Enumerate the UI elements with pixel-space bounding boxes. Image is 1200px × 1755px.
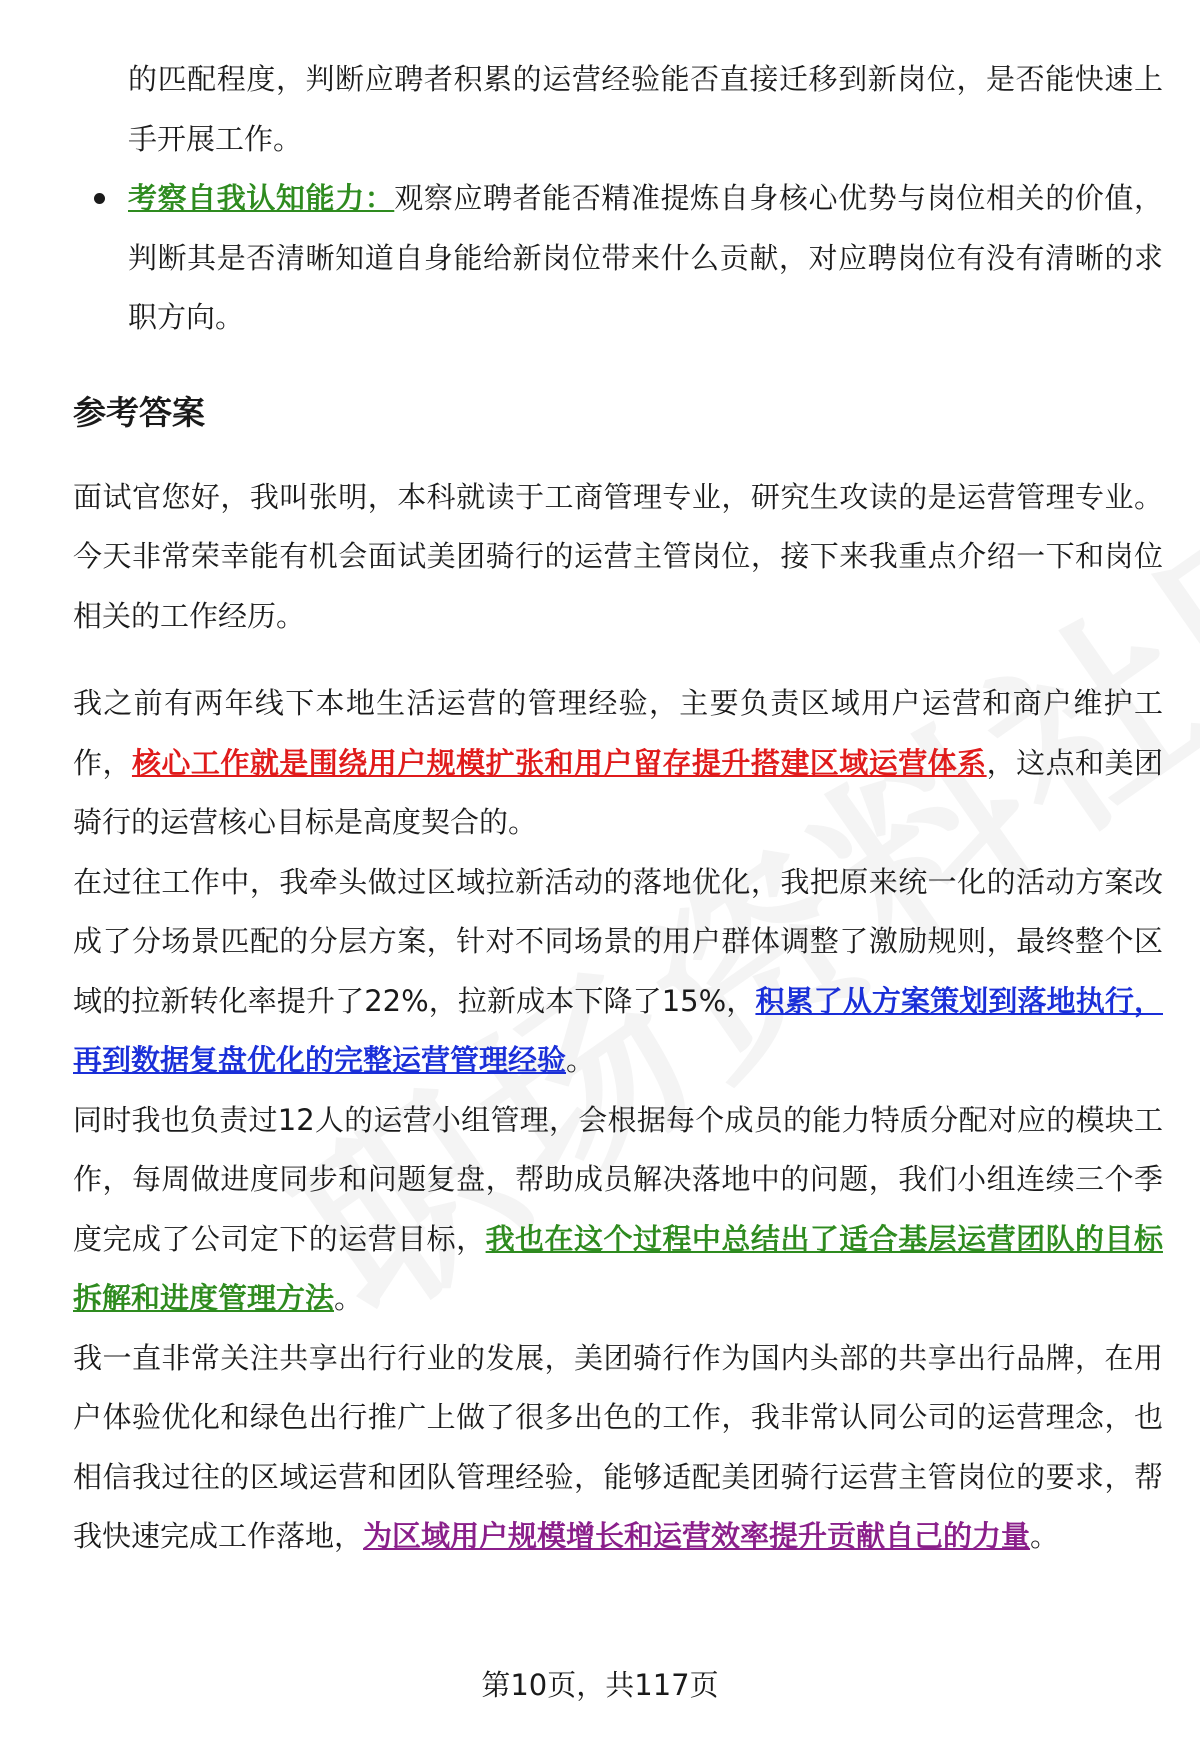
answer-paragraph-2	[73, 674, 1163, 853]
paragraph-text: 同时我也负责过12人的运营小组管理，会根据每个成员的能力特质分配对应的模块工作，每周做进度同步和问题复盘，帮助成员解决落地中的问题，我们小组连续三个季度完成了公司定下的运营目标，	[73, 1102, 1163, 1256]
answer-paragraph-4	[73, 1091, 1163, 1329]
paragraph-text: 。	[1030, 1519, 1060, 1553]
highlight-blue: 积累了从方案策划到落地执行，再到数据复盘优化的完整运营管理经验	[73, 983, 1163, 1077]
bullet-text: 观察应聘者能否精准提炼自身核心优势与岗位相关的价值，判断其是否清晰知道自身能给新岗位带来什么贡献，对应聘岗位有没有清晰的求职方向。	[128, 181, 1163, 334]
paragraph-text: 。	[334, 1281, 364, 1315]
continued-paragraph: 的匹配程度，判断应聘者积累的运营经验能否直接迁移到新岗位，是否能快速上手开展工作。	[128, 62, 1163, 156]
highlight-green: 我也在这个过程中总结出了适合基层运营团队的目标拆解和进度管理方法	[73, 1221, 1163, 1315]
paragraph-text: 。	[566, 1043, 596, 1077]
page-number: 第10页，共117页	[481, 1668, 719, 1702]
answer-paragraph-5	[73, 1329, 1163, 1567]
bullet-paragraph	[128, 169, 1163, 348]
paragraph-text: 我一直非常关注共享出行行业的发展，美团骑行作为国内头部的共享出行品牌，在用户体验优化和绿色出行推广上做了很多出色的工作，我非常认同公司的运营理念，也相信我过往的区域运营和团队管理经验，能够适配美团骑行运营主管岗位的要求，帮我快速完成工作落地，	[73, 1340, 1163, 1553]
bullet-dot-icon	[94, 193, 105, 204]
paragraph-text: 在过往工作中，我牵头做过区域拉新活动的落地优化，我把原来统一化的活动方案改成了分场景匹配的分层方案，针对不同场景的用户群体调整了激励规则，最终整个区域的拉新转化率提升了22%，拉新成本下降了15%，	[73, 864, 1163, 1018]
highlight-purple: 为区域用户规模增长和运营效率提升贡献自己的力量	[363, 1519, 1031, 1553]
paragraph-text: ，这点和美团骑行的运营核心目标是高度契合的。	[73, 745, 1163, 839]
bullet-title: 考察自我认知能力：	[128, 181, 395, 215]
paragraph-text: 我之前有两年线下本地生活运营的管理经验，主要负责区域用户运营和商户维护工作，	[73, 686, 1163, 780]
paragraph-gap	[73, 646, 1163, 674]
section-heading: 参考答案	[73, 392, 205, 432]
highlight-red: 核心工作就是围绕用户规模扩张和用户留存提升搭建区域运营体系	[131, 745, 987, 780]
answer-paragraph-1: 面试官您好，我叫张明，本科就读于工商管理专业，研究生攻读的是运营管理专业。今天非常荣幸能有机会面试美团骑行的运营主管岗位，接下来我重点介绍一下和岗位相关的工作经历。	[73, 479, 1163, 633]
page-content	[73, 50, 1163, 1567]
answer-paragraph-3	[73, 853, 1163, 1091]
bullet-item	[128, 169, 1163, 348]
